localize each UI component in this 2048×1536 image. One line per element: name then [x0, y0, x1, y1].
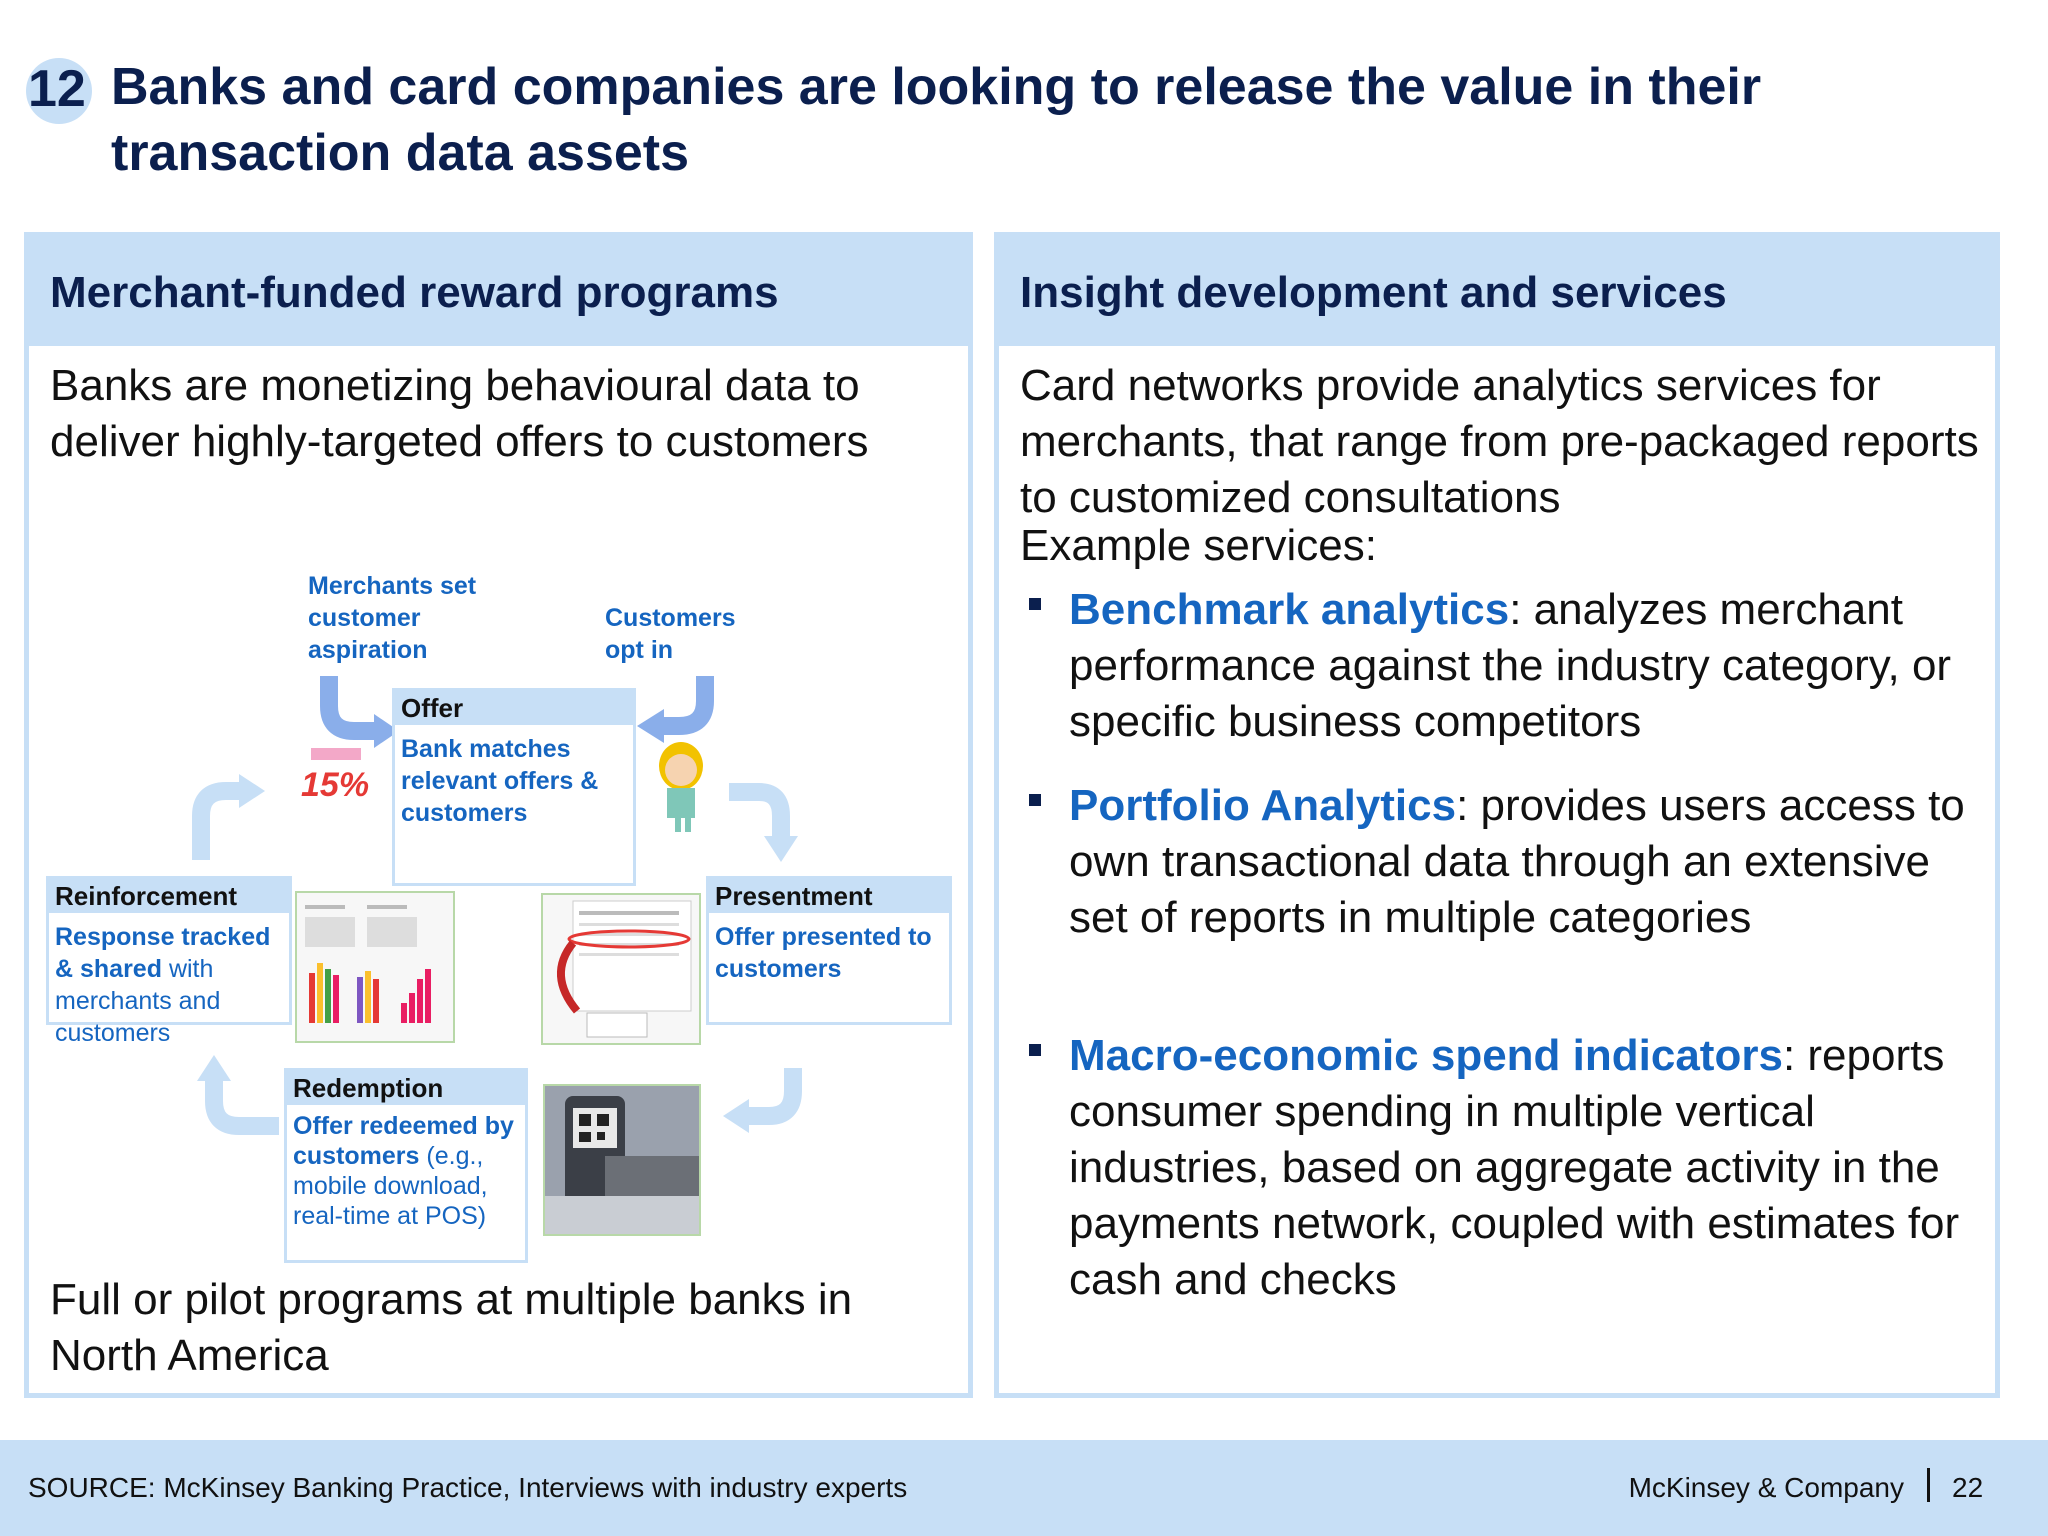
bar-chart-thumbnail-graphic	[297, 893, 453, 1041]
examples-label: Example services:	[1020, 521, 1378, 570]
bullet-key: Portfolio Analytics	[1069, 781, 1457, 830]
company-name: McKinsey & Company	[1628, 1472, 1904, 1503]
presentment-box	[706, 876, 952, 1025]
bullet-text: : analyzes merchant performance against the industry category, or specific business competitors	[1069, 585, 1952, 746]
left-panel-intro: Banks are monetizing behavioural data to deliver highly-targeted offers to customers	[50, 361, 869, 466]
reinforcement-to-offer-arrow	[201, 791, 239, 860]
service-bullet-macro	[1069, 1028, 1969, 1308]
bullet-key: Macro-economic spend indicators	[1069, 1031, 1783, 1080]
merchants-set-aspiration-label: Merchants set customer aspiration	[308, 572, 477, 664]
bullet-square-icon	[1029, 794, 1041, 806]
slide-number: 12	[28, 60, 86, 118]
mobile-payment-thumbnail	[543, 1084, 701, 1236]
statement-thumbnail	[541, 893, 701, 1045]
reporting-chart-thumbnail	[295, 891, 455, 1043]
redemption-text-plain: (e.g., mobile download, real-time at POS)	[293, 1142, 488, 1230]
offer-box-text: Bank matches relevant offers & customers	[401, 735, 599, 827]
bullet-text: : provides users access to own transactional data through an extensive set of reports in multiple categories	[1069, 781, 1965, 942]
presentment-box-text: Offer presented to customers	[715, 923, 932, 983]
customers-opt-in-label: Customers opt in	[605, 604, 736, 664]
presentment-box-title: Presentment	[709, 879, 949, 913]
bullet-key: Benchmark analytics	[1069, 585, 1510, 634]
slide-title: Banks and card companies are looking to release the value in their transaction data assets	[111, 58, 1762, 182]
service-bullet-portfolio	[1069, 778, 1969, 946]
reinforcement-box-text	[55, 921, 280, 1049]
right-panel-intro: Card networks provide analytics services for merchants, that range from pre-packaged reports to customized consultations	[1020, 361, 1979, 522]
left-panel	[24, 232, 973, 1398]
offer-box	[392, 688, 636, 886]
reinforcement-text-plain: with merchants and customers	[55, 955, 221, 1047]
coupon-logo	[311, 748, 361, 760]
redemption-box-text	[293, 1111, 518, 1231]
redemption-box-title: Redemption	[287, 1071, 525, 1105]
bullet-text: : reports consumer spending in multiple vertical industries, based on aggregate activity in the payments network, coupled with estimates for cash and checks	[1069, 1031, 1960, 1304]
presentment-to-redemption-arrow	[749, 1068, 793, 1116]
merchant-to-offer-arrow	[329, 676, 374, 731]
redemption-text-bold: Offer redeemed by customers	[293, 1112, 514, 1170]
left-panel-footer-note: Full or pilot programs at multiple banks in North America	[50, 1275, 853, 1380]
offer-box-title: Offer	[395, 691, 633, 725]
left-panel-heading: Merchant-funded reward programs	[50, 268, 779, 317]
bullet-square-icon	[1029, 598, 1041, 610]
reinforcement-box-title: Reinforcement	[49, 879, 289, 913]
customer-to-offer-arrow	[664, 676, 705, 726]
customer-illustration	[641, 736, 721, 836]
mobile-payment-thumbnail-graphic	[545, 1086, 699, 1234]
footer-divider	[1927, 1468, 1930, 1502]
statement-thumbnail-graphic	[543, 895, 699, 1043]
bullet-square-icon	[1029, 1044, 1041, 1056]
redemption-to-reinforcement-arrow	[214, 1081, 279, 1126]
service-bullet-benchmark	[1069, 582, 1969, 750]
coupon-discount: 15%	[301, 766, 370, 804]
reward-cycle-diagram	[29, 346, 968, 1393]
source-note: SOURCE: McKinsey Banking Practice, Interviews with industry experts	[28, 1472, 908, 1503]
page-number: 22	[1952, 1472, 1984, 1503]
footer-bar	[0, 1440, 2048, 1536]
reinforcement-box	[46, 876, 292, 1047]
offer-to-presentment-arrow	[729, 792, 781, 836]
right-panel-body	[999, 346, 1995, 1393]
right-panel-heading: Insight development and services	[1020, 268, 1727, 317]
left-panel-body	[29, 346, 968, 1393]
coupon-image	[299, 746, 379, 826]
reinforcement-text-bold: Response tracked & shared	[55, 923, 271, 983]
right-panel	[994, 232, 2000, 1398]
redemption-box	[284, 1068, 528, 1263]
